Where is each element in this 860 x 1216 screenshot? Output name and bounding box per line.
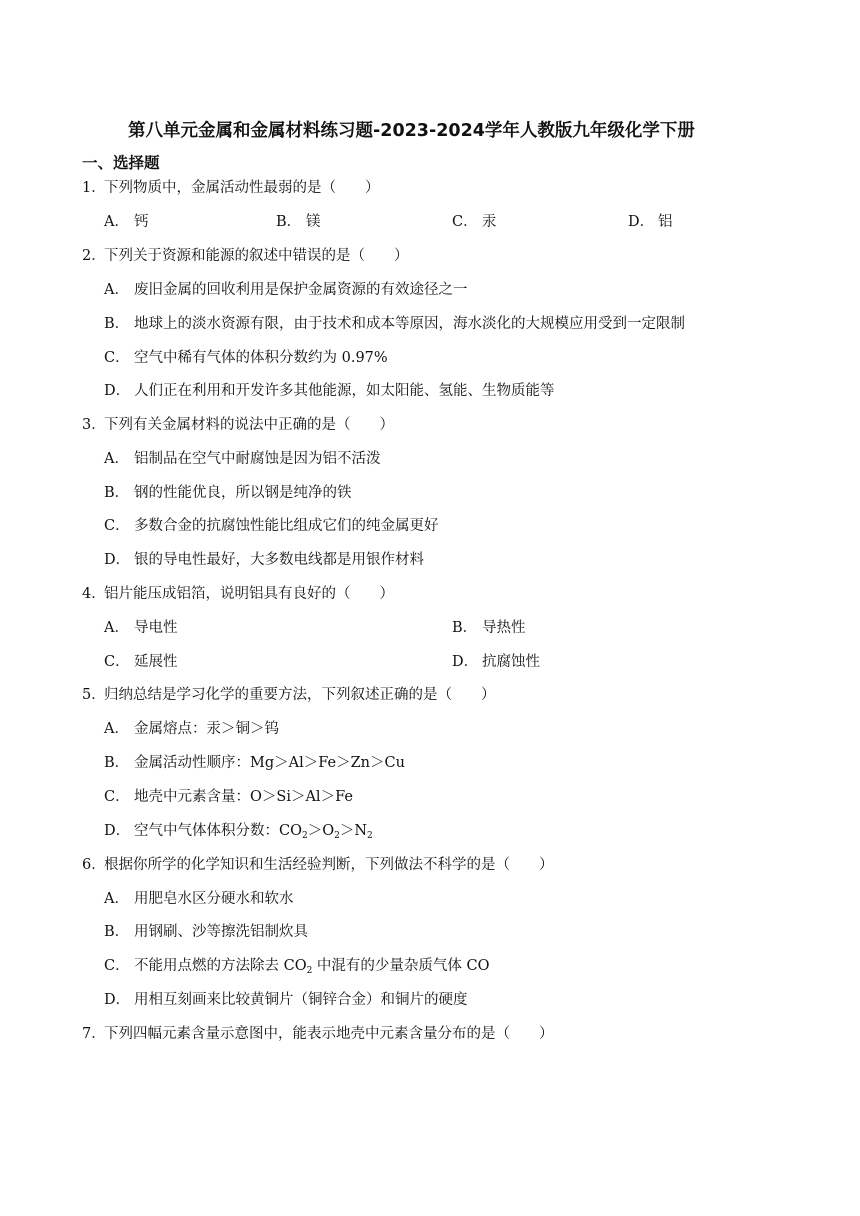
section-heading: 一、选择题 bbox=[82, 154, 160, 172]
option-letter: C． bbox=[104, 789, 130, 805]
option-text: 人们正在利用和开发许多其他能源，如太阳能、氢能、生物质能等 bbox=[134, 383, 555, 399]
option-letter: A． bbox=[104, 282, 129, 298]
option-text: 地球上的淡水资源有限，由于技术和成本等原因，海水淡化的大规模应用受到一定限制 bbox=[134, 316, 685, 332]
question-number: 4． bbox=[82, 586, 106, 602]
option-letter: D． bbox=[628, 214, 655, 230]
question-number: 1． bbox=[82, 180, 106, 196]
question-number: 7． bbox=[82, 1026, 106, 1042]
option-letter: B． bbox=[104, 485, 130, 501]
question-text: 下列四幅元素含量示意图中，能表示地壳中元素含量分布的是（ ） bbox=[104, 1026, 554, 1042]
question-text: 下列物质中，金属活动性最弱的是（ ） bbox=[104, 180, 380, 196]
option-5d[interactable] bbox=[104, 821, 373, 841]
question-1 bbox=[82, 178, 380, 198]
option-letter: A． bbox=[104, 214, 129, 230]
option-letter: B． bbox=[452, 620, 478, 636]
option-text: 钙 bbox=[134, 214, 149, 230]
text-part: 不能用点燃的方法除去 CO bbox=[134, 958, 307, 974]
document-title: 第八单元金属和金属材料练习题-2023-2024学年人教版九年级化学下册 bbox=[128, 121, 695, 141]
subscript: 2 bbox=[334, 831, 340, 841]
option-text: 延展性 bbox=[134, 654, 178, 670]
question-text: 下列关于资源和能源的叙述中错误的是（ ） bbox=[104, 248, 409, 264]
option-text: 金属熔点：汞＞铜＞钨 bbox=[134, 721, 279, 737]
question-7 bbox=[82, 1024, 554, 1044]
question-number: 3． bbox=[82, 417, 106, 433]
option-5b[interactable] bbox=[104, 753, 405, 773]
subscript: 2 bbox=[367, 831, 373, 841]
option-letter: D． bbox=[452, 654, 479, 670]
text-part: 空气中气体体积分数：CO bbox=[134, 823, 302, 839]
question-3 bbox=[82, 415, 394, 435]
option-1a[interactable] bbox=[104, 212, 149, 232]
option-letter: C． bbox=[104, 654, 130, 670]
option-letter: A． bbox=[104, 451, 129, 467]
option-letter: D． bbox=[104, 992, 131, 1008]
option-4b[interactable] bbox=[452, 618, 526, 638]
option-text bbox=[134, 823, 373, 839]
option-text: 汞 bbox=[482, 214, 497, 230]
option-text bbox=[134, 958, 490, 974]
option-text: 金属活动性顺序：Mg＞Al＞Fe＞Zn＞Cu bbox=[134, 755, 405, 771]
question-number: 6． bbox=[82, 857, 106, 873]
option-letter: C． bbox=[104, 350, 130, 366]
option-6b[interactable] bbox=[104, 922, 308, 942]
option-text: 铝制品在空气中耐腐蚀是因为铝不活泼 bbox=[134, 451, 381, 467]
option-5c[interactable] bbox=[104, 787, 353, 807]
question-5 bbox=[82, 685, 496, 705]
option-6c[interactable] bbox=[104, 956, 490, 976]
option-text: 用钢刷、沙等擦洗铝制炊具 bbox=[134, 924, 308, 940]
option-2a[interactable] bbox=[104, 280, 468, 300]
option-text: 导热性 bbox=[482, 620, 526, 636]
option-3d[interactable] bbox=[104, 550, 424, 570]
option-letter: C． bbox=[104, 518, 130, 534]
option-letter: B． bbox=[104, 755, 130, 771]
option-text: 抗腐蚀性 bbox=[482, 654, 540, 670]
question-text: 下列有关金属材料的说法中正确的是（ ） bbox=[104, 417, 394, 433]
option-1b[interactable] bbox=[276, 212, 321, 232]
option-letter: C． bbox=[104, 958, 130, 974]
option-letter: B． bbox=[104, 316, 130, 332]
question-text: 铝片能压成铝箔，说明铝具有良好的（ ） bbox=[104, 586, 394, 602]
question-2 bbox=[82, 246, 409, 266]
option-letter: C． bbox=[452, 214, 478, 230]
option-text: 多数合金的抗腐蚀性能比组成它们的纯金属更好 bbox=[134, 518, 439, 534]
option-text: 导电性 bbox=[134, 620, 178, 636]
option-text: 镁 bbox=[306, 214, 321, 230]
question-4 bbox=[82, 584, 394, 604]
option-5a[interactable] bbox=[104, 719, 279, 739]
option-3c[interactable] bbox=[104, 516, 439, 536]
option-3b[interactable] bbox=[104, 483, 352, 503]
option-1c[interactable] bbox=[452, 212, 497, 232]
question-text: 根据你所学的化学知识和生活经验判断，下列做法不科学的是（ ） bbox=[104, 857, 554, 873]
option-letter: B． bbox=[104, 924, 130, 940]
option-letter: A． bbox=[104, 721, 129, 737]
option-text: 地壳中元素含量：O＞Si＞Al＞Fe bbox=[134, 789, 353, 805]
option-text: 用肥皂水区分硬水和软水 bbox=[134, 891, 294, 907]
option-text: 钢的性能优良，所以钢是纯净的铁 bbox=[134, 485, 352, 501]
option-letter: D． bbox=[104, 823, 131, 839]
option-letter: B． bbox=[276, 214, 302, 230]
subscript: 2 bbox=[306, 966, 313, 976]
option-letter: D． bbox=[104, 383, 131, 399]
option-text: 废旧金属的回收利用是保护金属资源的有效途径之一 bbox=[134, 282, 468, 298]
option-text: 空气中稀有气体的体积分数约为 0.97% bbox=[134, 350, 388, 366]
question-text: 归纳总结是学习化学的重要方法，下列叙述正确的是（ ） bbox=[104, 687, 496, 703]
option-3a[interactable] bbox=[104, 449, 381, 469]
option-text: 银的导电性最好，大多数电线都是用银作材料 bbox=[134, 552, 424, 568]
question-6 bbox=[82, 855, 554, 875]
option-letter: D． bbox=[104, 552, 131, 568]
option-2d[interactable] bbox=[104, 381, 555, 401]
question-number: 5． bbox=[82, 687, 106, 703]
option-4a[interactable] bbox=[104, 618, 178, 638]
option-letter: A． bbox=[104, 620, 129, 636]
subscript: 2 bbox=[301, 831, 308, 841]
option-2b[interactable] bbox=[104, 314, 685, 334]
text-part: ＞N bbox=[339, 823, 368, 839]
option-2c[interactable] bbox=[104, 348, 388, 368]
question-number: 2． bbox=[82, 248, 106, 264]
option-6d[interactable] bbox=[104, 990, 468, 1010]
option-letter: A． bbox=[104, 891, 129, 907]
option-text: 铝 bbox=[658, 214, 673, 230]
text-part: ＞O bbox=[307, 823, 335, 839]
option-4c[interactable] bbox=[104, 652, 178, 672]
option-6a[interactable] bbox=[104, 889, 294, 909]
option-4d[interactable] bbox=[452, 652, 540, 672]
text-part: 中混有的少量杂质气体 CO bbox=[312, 958, 490, 974]
option-1d[interactable] bbox=[628, 212, 673, 232]
option-text: 用相互刻画来比较黄铜片（铜锌合金）和铜片的硬度 bbox=[134, 992, 468, 1008]
